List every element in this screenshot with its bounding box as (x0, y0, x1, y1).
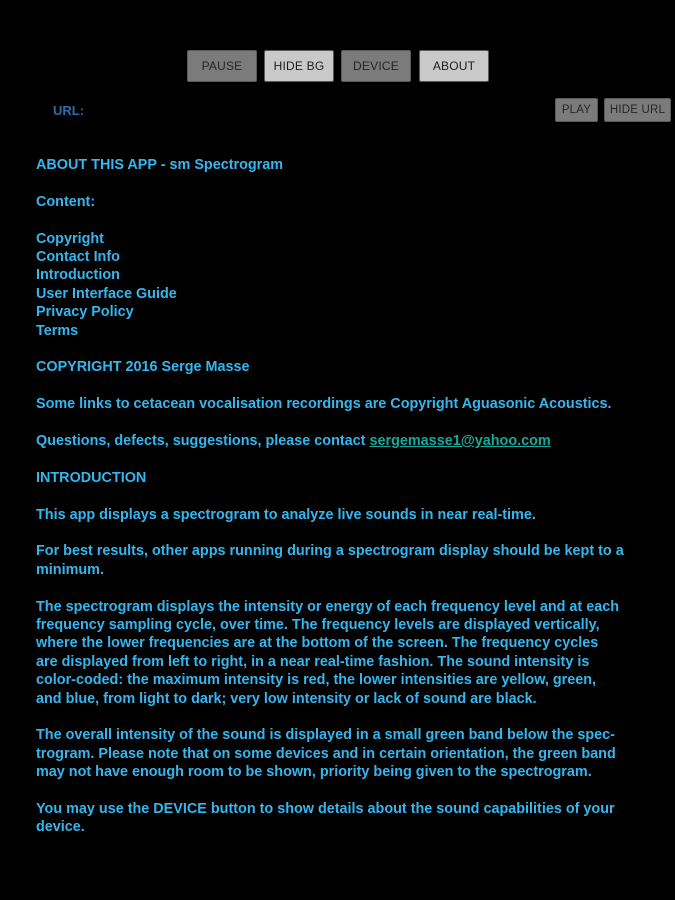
play-button[interactable]: PLAY (555, 98, 598, 122)
paragraph-line: For best results, other apps running during a spectrogram display should be kept to a (36, 543, 624, 560)
copyright-heading: COPYRIGHT 2016 Serge Masse (36, 359, 250, 376)
contact-prefix: Questions, defects, suggestions, please contact (36, 433, 366, 450)
intro-paragraph-2 (36, 542, 648, 579)
paragraph-line: and blue, from light to dark; very low intensity or lack of sound are black. (36, 690, 537, 707)
intro-paragraph-4 (36, 726, 648, 781)
intro-paragraph-1: This app displays a spectrogram to analyze live sounds in near real-time. (36, 506, 536, 523)
paragraph-line: trogram. Please note that on some devices and in certain orientation, the green band (36, 745, 616, 762)
paragraph-line: may not have enough room to be shown, priority being given to the spectrogram. (36, 764, 592, 781)
toc-item-user-interface-guide[interactable]: User Interface Guide (36, 285, 177, 302)
content-heading: Content: (36, 193, 96, 210)
paragraph-line: The spectrogram displays the intensity or energy of each frequency level and at each (36, 598, 620, 615)
intro-paragraph-3 (36, 598, 648, 708)
contact-email-link[interactable]: sergemasse1@yahoo.com (369, 433, 551, 450)
paragraph-line: where the lower frequencies are at the bottom of the screen. The frequency cycles (36, 635, 599, 652)
links-note: Some links to cetacean vocalisation recordings are Copyright Aguasonic Acoustics. (36, 396, 612, 413)
about-title: ABOUT THIS APP - sm Spectrogram (36, 157, 284, 173)
url-row (0, 98, 675, 124)
about-content (36, 156, 648, 855)
toc-item-introduction[interactable]: Introduction (36, 267, 120, 284)
url-label: URL: (53, 103, 85, 118)
toc-item-terms[interactable]: Terms (36, 322, 79, 339)
paragraph-line: are displayed from left to right, in a near real-time fashion. The sound intensity is (36, 653, 590, 670)
paragraph-line: minimum. (36, 561, 104, 578)
toc-item-copyright[interactable]: Copyright (36, 230, 104, 247)
toc-item-privacy-policy[interactable]: Privacy Policy (36, 304, 134, 321)
paragraph-line: frequency sampling cycle, over time. The frequency levels are displayed vertically, (36, 617, 600, 634)
about-button[interactable]: ABOUT (419, 50, 489, 82)
table-of-contents (36, 230, 648, 340)
paragraph-line: color-coded: the maximum intensity is red, the lower intensities are yellow, green, (36, 672, 597, 689)
intro-paragraph-5 (36, 800, 648, 837)
hide-bg-button[interactable]: HIDE BG (264, 50, 334, 82)
toc-item-contact-info[interactable]: Contact Info (36, 249, 120, 265)
toolbar (0, 50, 675, 83)
contact-paragraph (36, 432, 648, 450)
pause-button[interactable]: PAUSE (187, 50, 257, 82)
hide-url-button[interactable]: HIDE URL (604, 98, 671, 122)
device-button[interactable]: DEVICE (341, 50, 411, 82)
paragraph-line: device. (36, 819, 85, 836)
paragraph-line: You may use the DEVICE button to show details about the sound capabilities of your (36, 801, 615, 818)
paragraph-line: The overall intensity of the sound is displayed in a small green band below the spec- (36, 727, 615, 744)
introduction-heading: INTRODUCTION (36, 469, 147, 486)
